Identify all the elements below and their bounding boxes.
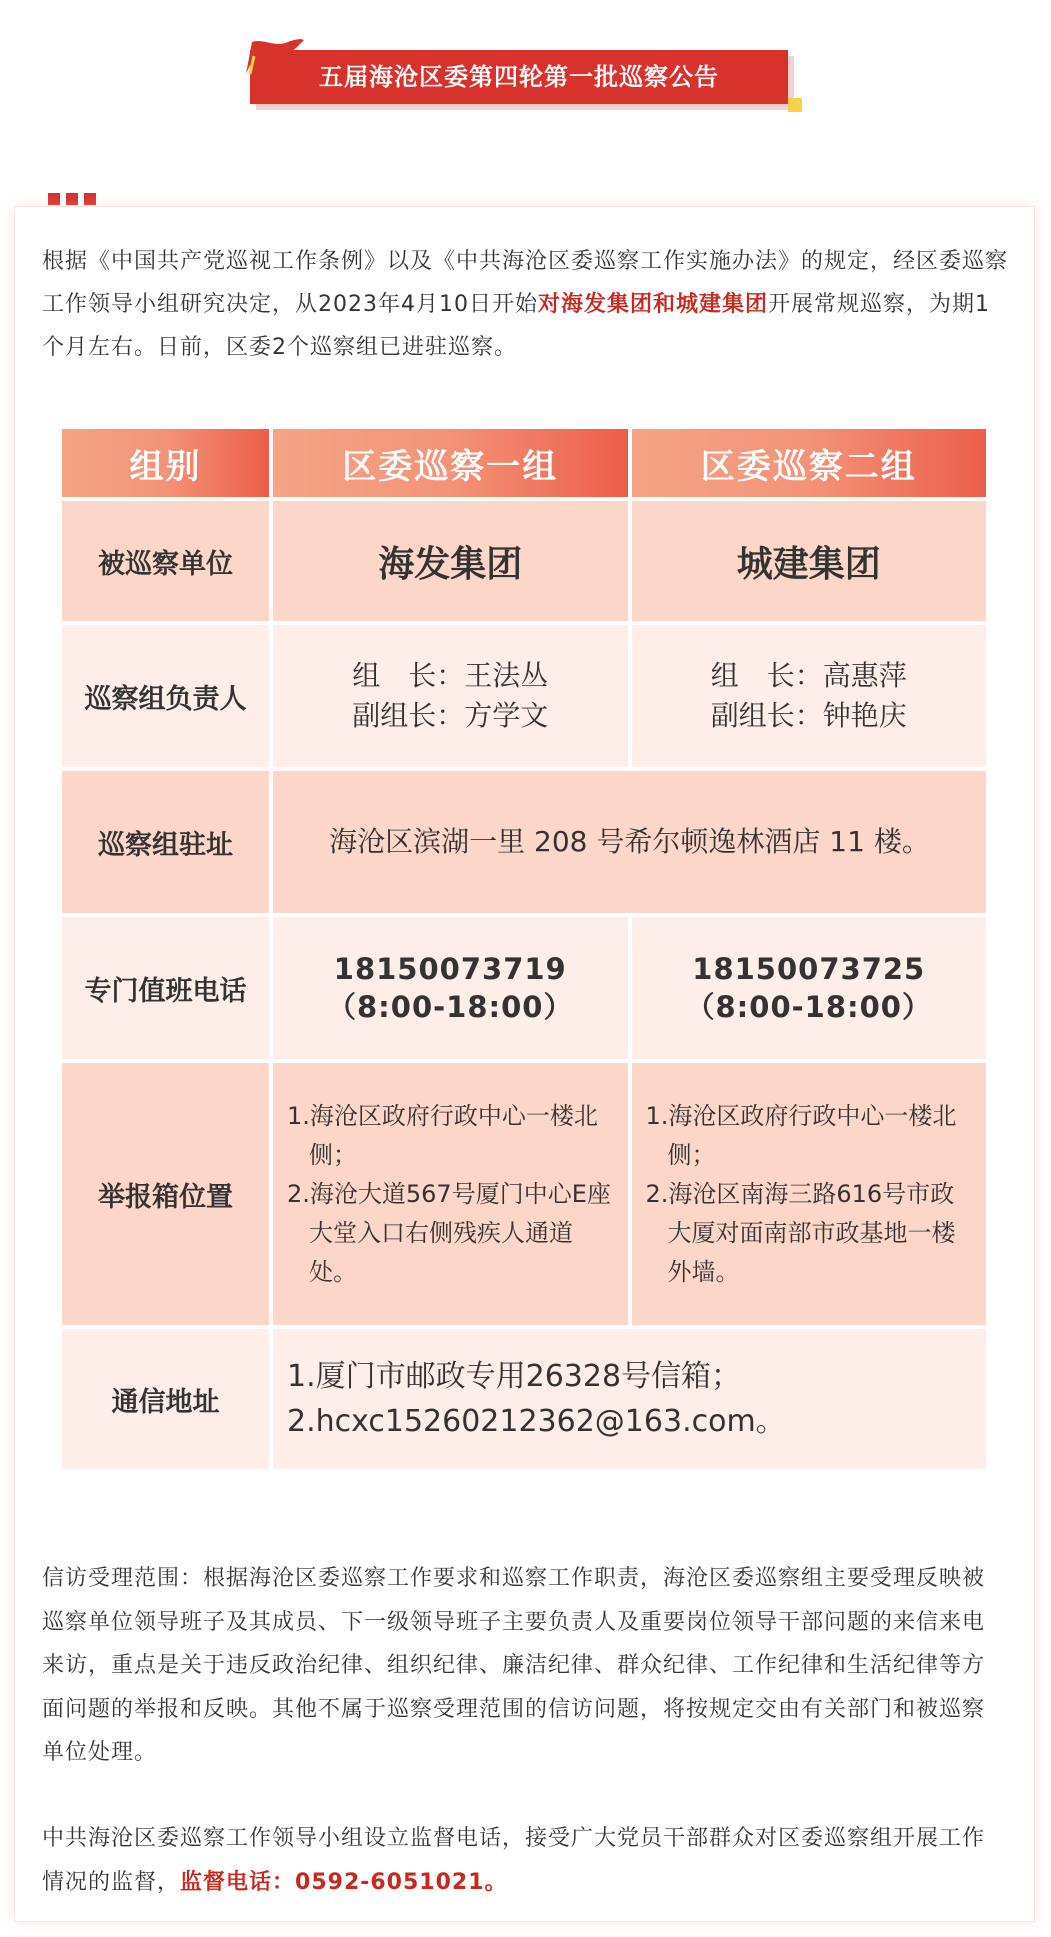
row-label: 专门值班电话 <box>62 917 269 1059</box>
table-row-phone <box>62 917 986 1059</box>
row-label: 通信地址 <box>62 1329 269 1469</box>
row-label: 巡察组驻址 <box>62 771 269 913</box>
leader-group-1 <box>273 625 628 767</box>
title-banner <box>246 36 794 108</box>
intro-highlight: 对海发集团和城建集团 <box>537 292 768 317</box>
table-row-location <box>62 771 986 913</box>
location-value: 海沧区滨湖一里 208 号希尔顿逸林酒店 11 楼。 <box>273 771 986 913</box>
banner-title: 五届海沧区委第四轮第一批巡察公告 <box>250 50 788 104</box>
supervision-text: 中共海沧区委巡察工作领导小组设立监督电话，接受广大党员干部群众对区委巡察组开展工作情况的监督， <box>42 1826 986 1895</box>
mail-address <box>273 1329 986 1469</box>
deputy-name: 副组长：方学文 <box>352 699 549 732</box>
supervision-phone: 监督电话：0592-6051021。 <box>180 1869 508 1895</box>
inspection-table <box>58 425 990 1473</box>
box-item: 2.海沧大道567号厦门中心E座大堂入口右侧残疾人通道处。 <box>287 1179 611 1286</box>
intro-text-2: 开展常规巡察，为期1个月左右。日前，区委2个巡察组已进驻巡察。 <box>42 292 990 360</box>
phone-hours: （8:00-18:00） <box>685 990 932 1024</box>
header-group-1: 区委巡察一组 <box>273 429 628 497</box>
table-header-row <box>62 429 986 497</box>
box-item: 1.海沧区政府行政中心一楼北侧； <box>645 1101 957 1169</box>
deputy-name: 副组长：钟艳庆 <box>710 699 907 732</box>
banner-corner-square <box>788 98 802 112</box>
intro-text-1: 根据《中国共产党巡视工作条例》以及《中共海沧区委巡察工作实施办法》的规定，经区委巡察工作领导小组研究决定，从2023年4月10日开始 <box>42 249 1009 317</box>
leader-name: 组 长：王法丛 <box>352 659 549 692</box>
phone-group-2 <box>632 917 987 1059</box>
phone-number: 18150073725 <box>692 952 926 986</box>
scope-paragraph: 信访受理范围：根据海沧区委巡察工作要求和巡察工作职责，海沧区委巡察组主要受理反映被巡察单位领导班子及其成员、下一级领导班子主要负责人及重要岗位领导干部问题的来信来电来访，重点是关于违反政治纪律、组织纪律、廉洁纪律、群众纪律、工作纪律和生活纪律等方面问题的举报和反映。其他不属于巡察受理范围的信访问题，将按规定交由有关部门和被巡察单位处理。 <box>42 1566 986 1765</box>
intro-paragraph <box>42 240 1008 369</box>
row-label: 被巡察单位 <box>62 501 269 621</box>
table-row-box <box>62 1063 986 1325</box>
phone-hours: （8:00-18:00） <box>327 990 574 1024</box>
phone-group-1 <box>273 917 628 1059</box>
leader-name: 组 长：高惠萍 <box>710 659 907 692</box>
row-label: 举报箱位置 <box>62 1063 269 1325</box>
box-item: 1.海沧区政府行政中心一楼北侧； <box>287 1101 598 1169</box>
mail-line: 2.hcxc15260212362@163.com。 <box>287 1404 786 1439</box>
phone-number: 18150073719 <box>333 952 567 986</box>
box-item: 2.海沧区南海三路616号市政大厦对面南部市政基地一楼外墙。 <box>645 1179 956 1286</box>
box-group-2 <box>632 1063 987 1325</box>
table-row-leader <box>62 625 986 767</box>
leader-group-2 <box>632 625 987 767</box>
mail-line: 1.厦门市邮政专用26328号信箱； <box>287 1359 742 1394</box>
flag-icon <box>242 36 306 76</box>
header-group: 组别 <box>62 429 269 497</box>
table-row-unit <box>62 501 986 621</box>
unit-group-1: 海发集团 <box>273 501 628 621</box>
box-group-1 <box>273 1063 628 1325</box>
header-group-2: 区委巡察二组 <box>632 429 987 497</box>
row-label: 巡察组负责人 <box>62 625 269 767</box>
table-row-mail <box>62 1329 986 1469</box>
unit-group-2: 城建集团 <box>632 501 987 621</box>
supervision-paragraph <box>42 1817 1004 1904</box>
decor-dots <box>48 193 96 205</box>
